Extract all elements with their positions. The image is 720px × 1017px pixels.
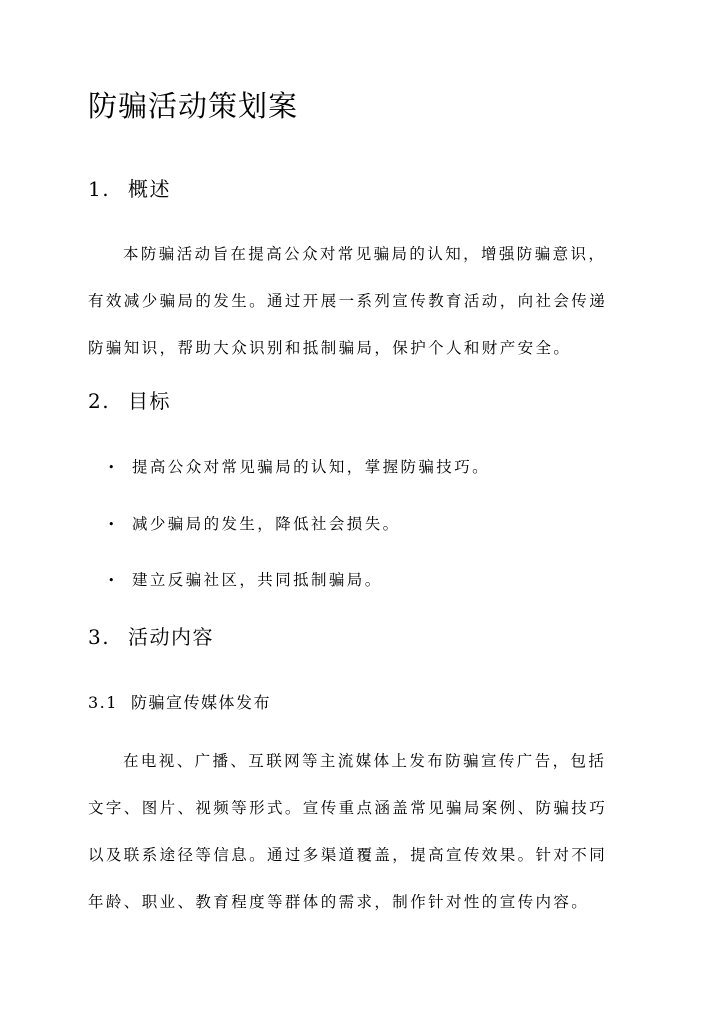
paragraph-line: 以及联系途径等信息。通过多渠道覆盖，提高宣传效果。针对不同	[88, 846, 608, 864]
section-2-number: 2.	[88, 389, 111, 413]
subsection-3-1-paragraph	[88, 738, 632, 926]
bullet-icon: •	[108, 574, 117, 587]
section-3-title: 活动内容	[128, 625, 214, 649]
section-2-title: 目标	[128, 389, 171, 413]
section-1-paragraph	[88, 231, 632, 372]
section-3-heading	[88, 622, 214, 652]
paragraph-line: 防骗知识，帮助大众识别和抵制骗局，保护个人和财产安全。	[88, 339, 572, 357]
section-3-number: 3.	[88, 625, 111, 649]
goal-list-item	[108, 567, 383, 594]
document-title: 防骗活动策划案	[88, 89, 299, 123]
section-1-number: 1.	[88, 177, 111, 201]
section-1-heading	[88, 174, 171, 204]
section-2-heading	[88, 386, 171, 416]
goal-text: 提高公众对常见骗局的认知，掌握防骗技巧。	[132, 458, 491, 476]
goal-list-item	[108, 511, 401, 538]
subsection-3-1-heading	[88, 690, 271, 716]
subsection-3-1-title: 防骗宣传媒体发布	[131, 693, 272, 712]
paragraph-line: 有效减少骗局的发生。通过开展一系列宣传教育活动，向社会传递	[88, 292, 608, 310]
bullet-icon: •	[108, 461, 117, 474]
goal-text: 减少骗局的发生，降低社会损失。	[132, 515, 401, 533]
paragraph-line: 年龄、职业、教育程度等群体的需求，制作针对性的宣传内容。	[88, 893, 590, 911]
paragraph-line: 本防骗活动旨在提高公众对常见骗局的认知，增强防骗意识，	[123, 245, 607, 263]
paragraph-line: 文字、图片、视频等形式。宣传重点涵盖常见骗局案例、防骗技巧	[88, 799, 608, 817]
paragraph-line: 在电视、广播、互联网等主流媒体上发布防骗宣传广告，包括	[123, 752, 607, 770]
subsection-3-1-number: 3.1	[88, 693, 118, 712]
bullet-icon: •	[108, 518, 117, 531]
section-1-title: 概述	[128, 177, 171, 201]
goal-list-item	[108, 454, 490, 481]
goal-text: 建立反骗社区，共同抵制骗局。	[132, 571, 383, 589]
